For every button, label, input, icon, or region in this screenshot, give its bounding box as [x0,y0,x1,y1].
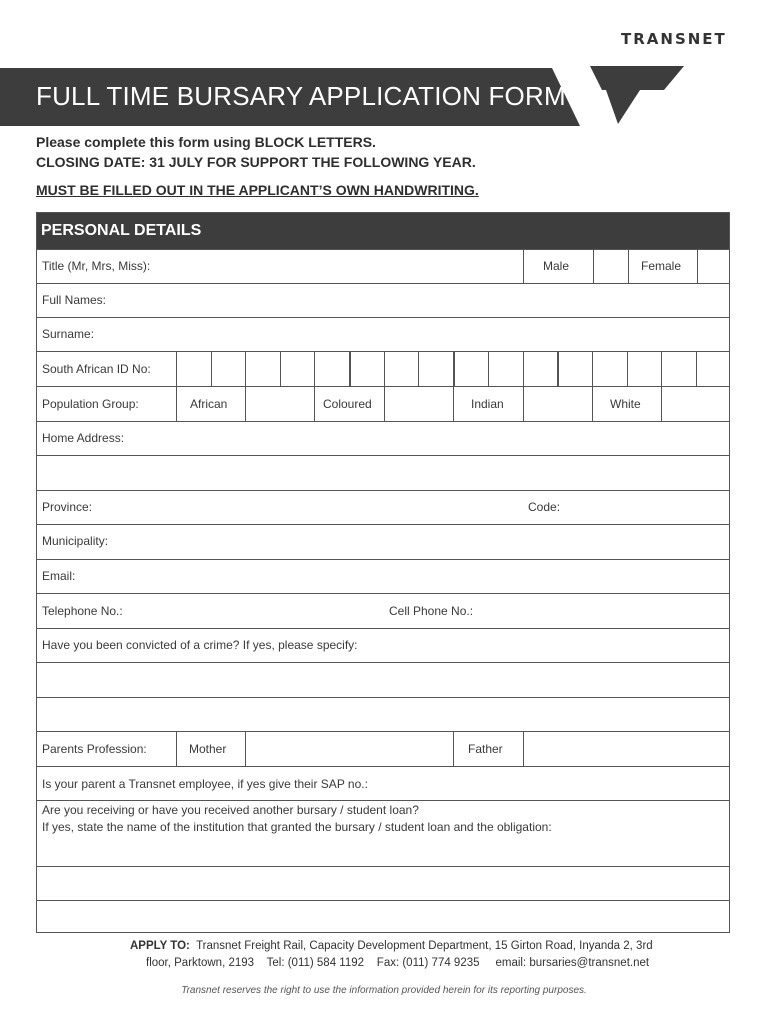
label-code: Code: [528,500,561,514]
label-white: White [610,397,641,411]
label-surname: Surname: [42,327,95,341]
label-coloured: Coloured [323,397,372,411]
label-id-number: South African ID No: [42,362,151,376]
label-population-group: Population Group: [42,397,139,411]
label-bursary-question: Are you receiving or have you received another bursary / student loan? [42,803,419,817]
label-municipality: Municipality: [42,534,109,548]
personal-details-form [36,212,730,933]
apply-to-line [130,940,653,952]
apply-to-label: APPLY TO: [130,940,190,952]
label-crime-question: Have you been convicted of a crime? If yes, please specify: [42,638,358,652]
label-parents-profession: Parents Profession: [42,742,147,756]
telephone-number: Tel: (011) 584 1192 [266,957,365,969]
contact-email[interactable]: email: bursaries@transnet.net [495,957,650,969]
label-male: Male [543,259,570,273]
label-female: Female [641,259,682,273]
label-cell-phone: Cell Phone No.: [389,604,474,618]
transnet-logo-icon [588,66,688,128]
label-indian: Indian [471,397,504,411]
african-checkbox[interactable] [246,387,314,421]
contact-line [146,957,649,969]
page-title: FULL TIME BURSARY APPLICATION FORM [36,81,566,111]
label-bursary-details: If yes, state the name of the institution that granted the bursary / student loan and the obligation: [42,820,552,834]
indian-checkbox[interactable] [524,387,592,421]
apply-address-cont: floor, Parktown, 2193 [146,957,255,969]
label-province: Province: [42,500,93,514]
label-father: Father [468,742,503,756]
label-full-names: Full Names: [42,293,107,307]
label-mother: Mother [189,742,227,756]
brand-wordmark: TRANSNET [621,30,727,48]
white-checkbox[interactable] [662,387,730,421]
male-checkbox[interactable] [594,250,628,283]
label-telephone: Telephone No.: [42,604,123,618]
label-home-address: Home Address: [42,431,125,445]
coloured-checkbox[interactable] [385,387,453,421]
apply-address: Transnet Freight Rail, Capacity Development Department, 15 Girton Road, Inyanda 2, 3rd [196,940,653,952]
instruction-handwriting: MUST BE FILLED OUT IN THE APPLICANT’S OWN HANDWRITING. [36,182,479,198]
label-email: Email: [42,569,76,583]
label-sap-number: Is your parent a Transnet employee, if yes give their SAP no.: [42,777,368,791]
section-title: PERSONAL DETAILS [41,222,202,239]
female-checkbox[interactable] [698,250,730,283]
label-african: African [190,397,228,411]
instruction-block-letters: Please complete this form using BLOCK LETTERS. [36,134,376,150]
disclaimer: Transnet reserves the right to use the information provided herein for its reporting purposes. [181,985,587,996]
instruction-closing-date: CLOSING DATE: 31 JULY FOR SUPPORT THE FOLLOWING YEAR. [36,154,476,170]
label-title: Title (Mr, Mrs, Miss): [42,259,151,273]
fax-number: Fax: (011) 774 9235 [376,957,480,969]
